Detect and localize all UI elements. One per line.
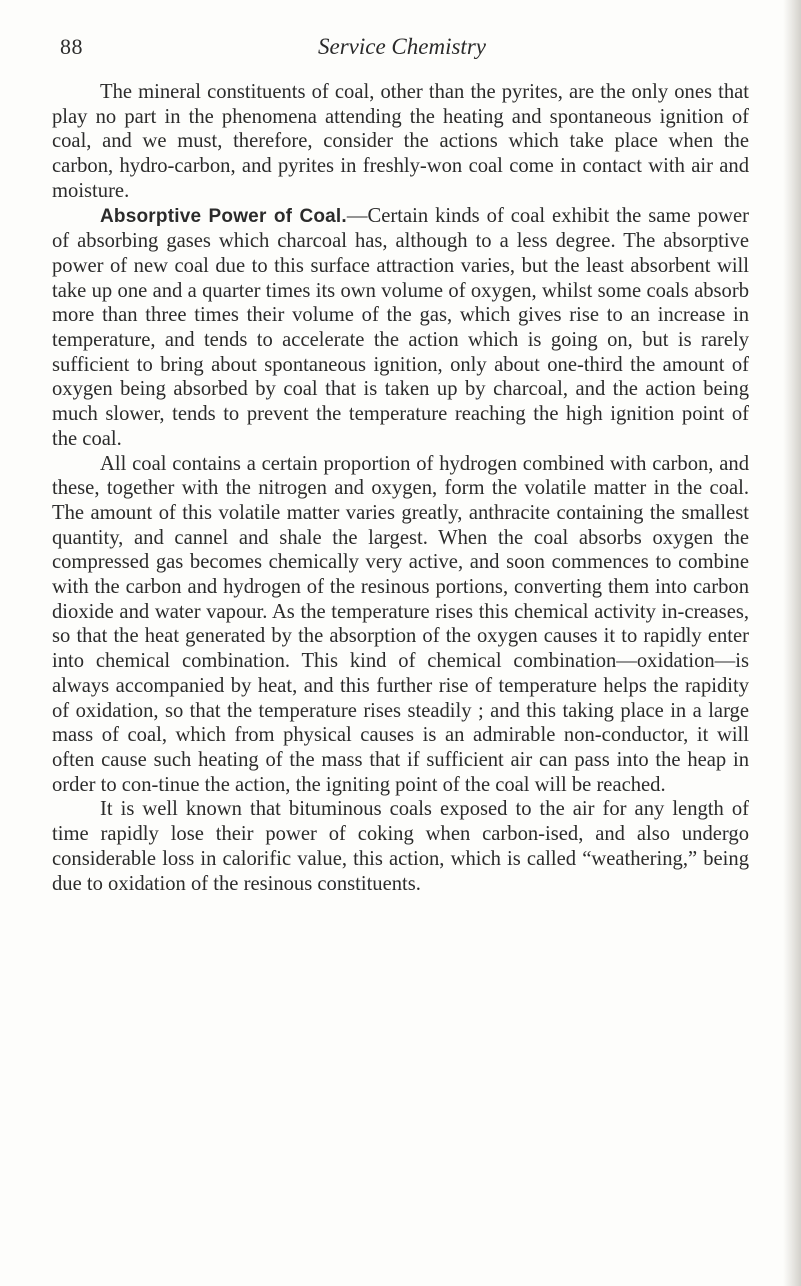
body-text [52, 80, 749, 896]
section-heading: Absorptive Power of Coal. [100, 205, 347, 227]
page-number: 88 [60, 34, 83, 59]
paragraph-2 [52, 204, 749, 452]
paragraph-4: It is well known that bituminous coals exposed to the air for any length of time rapidly lose their power of coking when carbon-ised, and also undergo considerable loss in calorific value, this action, which is called “weathering,” being due to oxidation of the resinous constituents. [52, 798, 749, 895]
running-head [60, 34, 750, 66]
paragraph-3: All coal contains a certain proportion of hydrogen combined with carbon, and these, together with the nitrogen and oxygen, form the volatile matter in the coal. The amount of this volatile matter varies greatly, anthracite containing the smallest quantity, and cannel and shale the largest. When the coal absorbs oxygen the compressed gas becomes chemically very active, and soon commences to combine with the carbon and hydrogen of the resinous portions, converting them into carbon dioxide and water vapour. As the temperature rises this chemical activity in-creases, so that the heat generated by the absorption of the oxygen causes it to rapidly enter into chemical combination. This kind of chemical combination—oxidation—is always accompanied by heat, and this further rise of temperature helps the rapidity of oxidation, so that the temperature rises steadily ; and this taking place in a large mass of coal, which from physical causes is an admirable non-conductor, it will often cause such heating of the mass that if sufficient air can pass into the heap in order to con-tinue the action, the igniting point of the coal will be reached. [52, 452, 749, 796]
paragraph-2-text: —Certain kinds of coal exhibit the same power of absorbing gases which charcoal has, although to a less degree. The absorptive power of new coal due to this surface attraction varies, but the least absorbent will take up one and a quarter times its own volume of oxygen, whilst some coals absorb more than three times their volume of the gas, which gives rise to an increase in temperature, and tends to accelerate the action which is going on, but is rarely sufficient to bring about spontaneous ignition, only about one-third the amount of oxygen being absorbed by coal that is taken up by charcoal, and the action being much slower, tends to prevent the temperature reaching the high ignition point of the coal. [52, 204, 750, 450]
running-title: Service Chemistry [318, 34, 486, 59]
page-binding-shadow [783, 0, 801, 1286]
paragraph-1: The mineral constituents of coal, other than the pyrites, are the only ones that play no part in the phenomena attending the heating and spontaneous ignition of coal, and we must, therefore, consider the actions which take place when the carbon, hydro-carbon, and pyrites in freshly-won coal come in contact with air and moisture. [52, 81, 749, 202]
